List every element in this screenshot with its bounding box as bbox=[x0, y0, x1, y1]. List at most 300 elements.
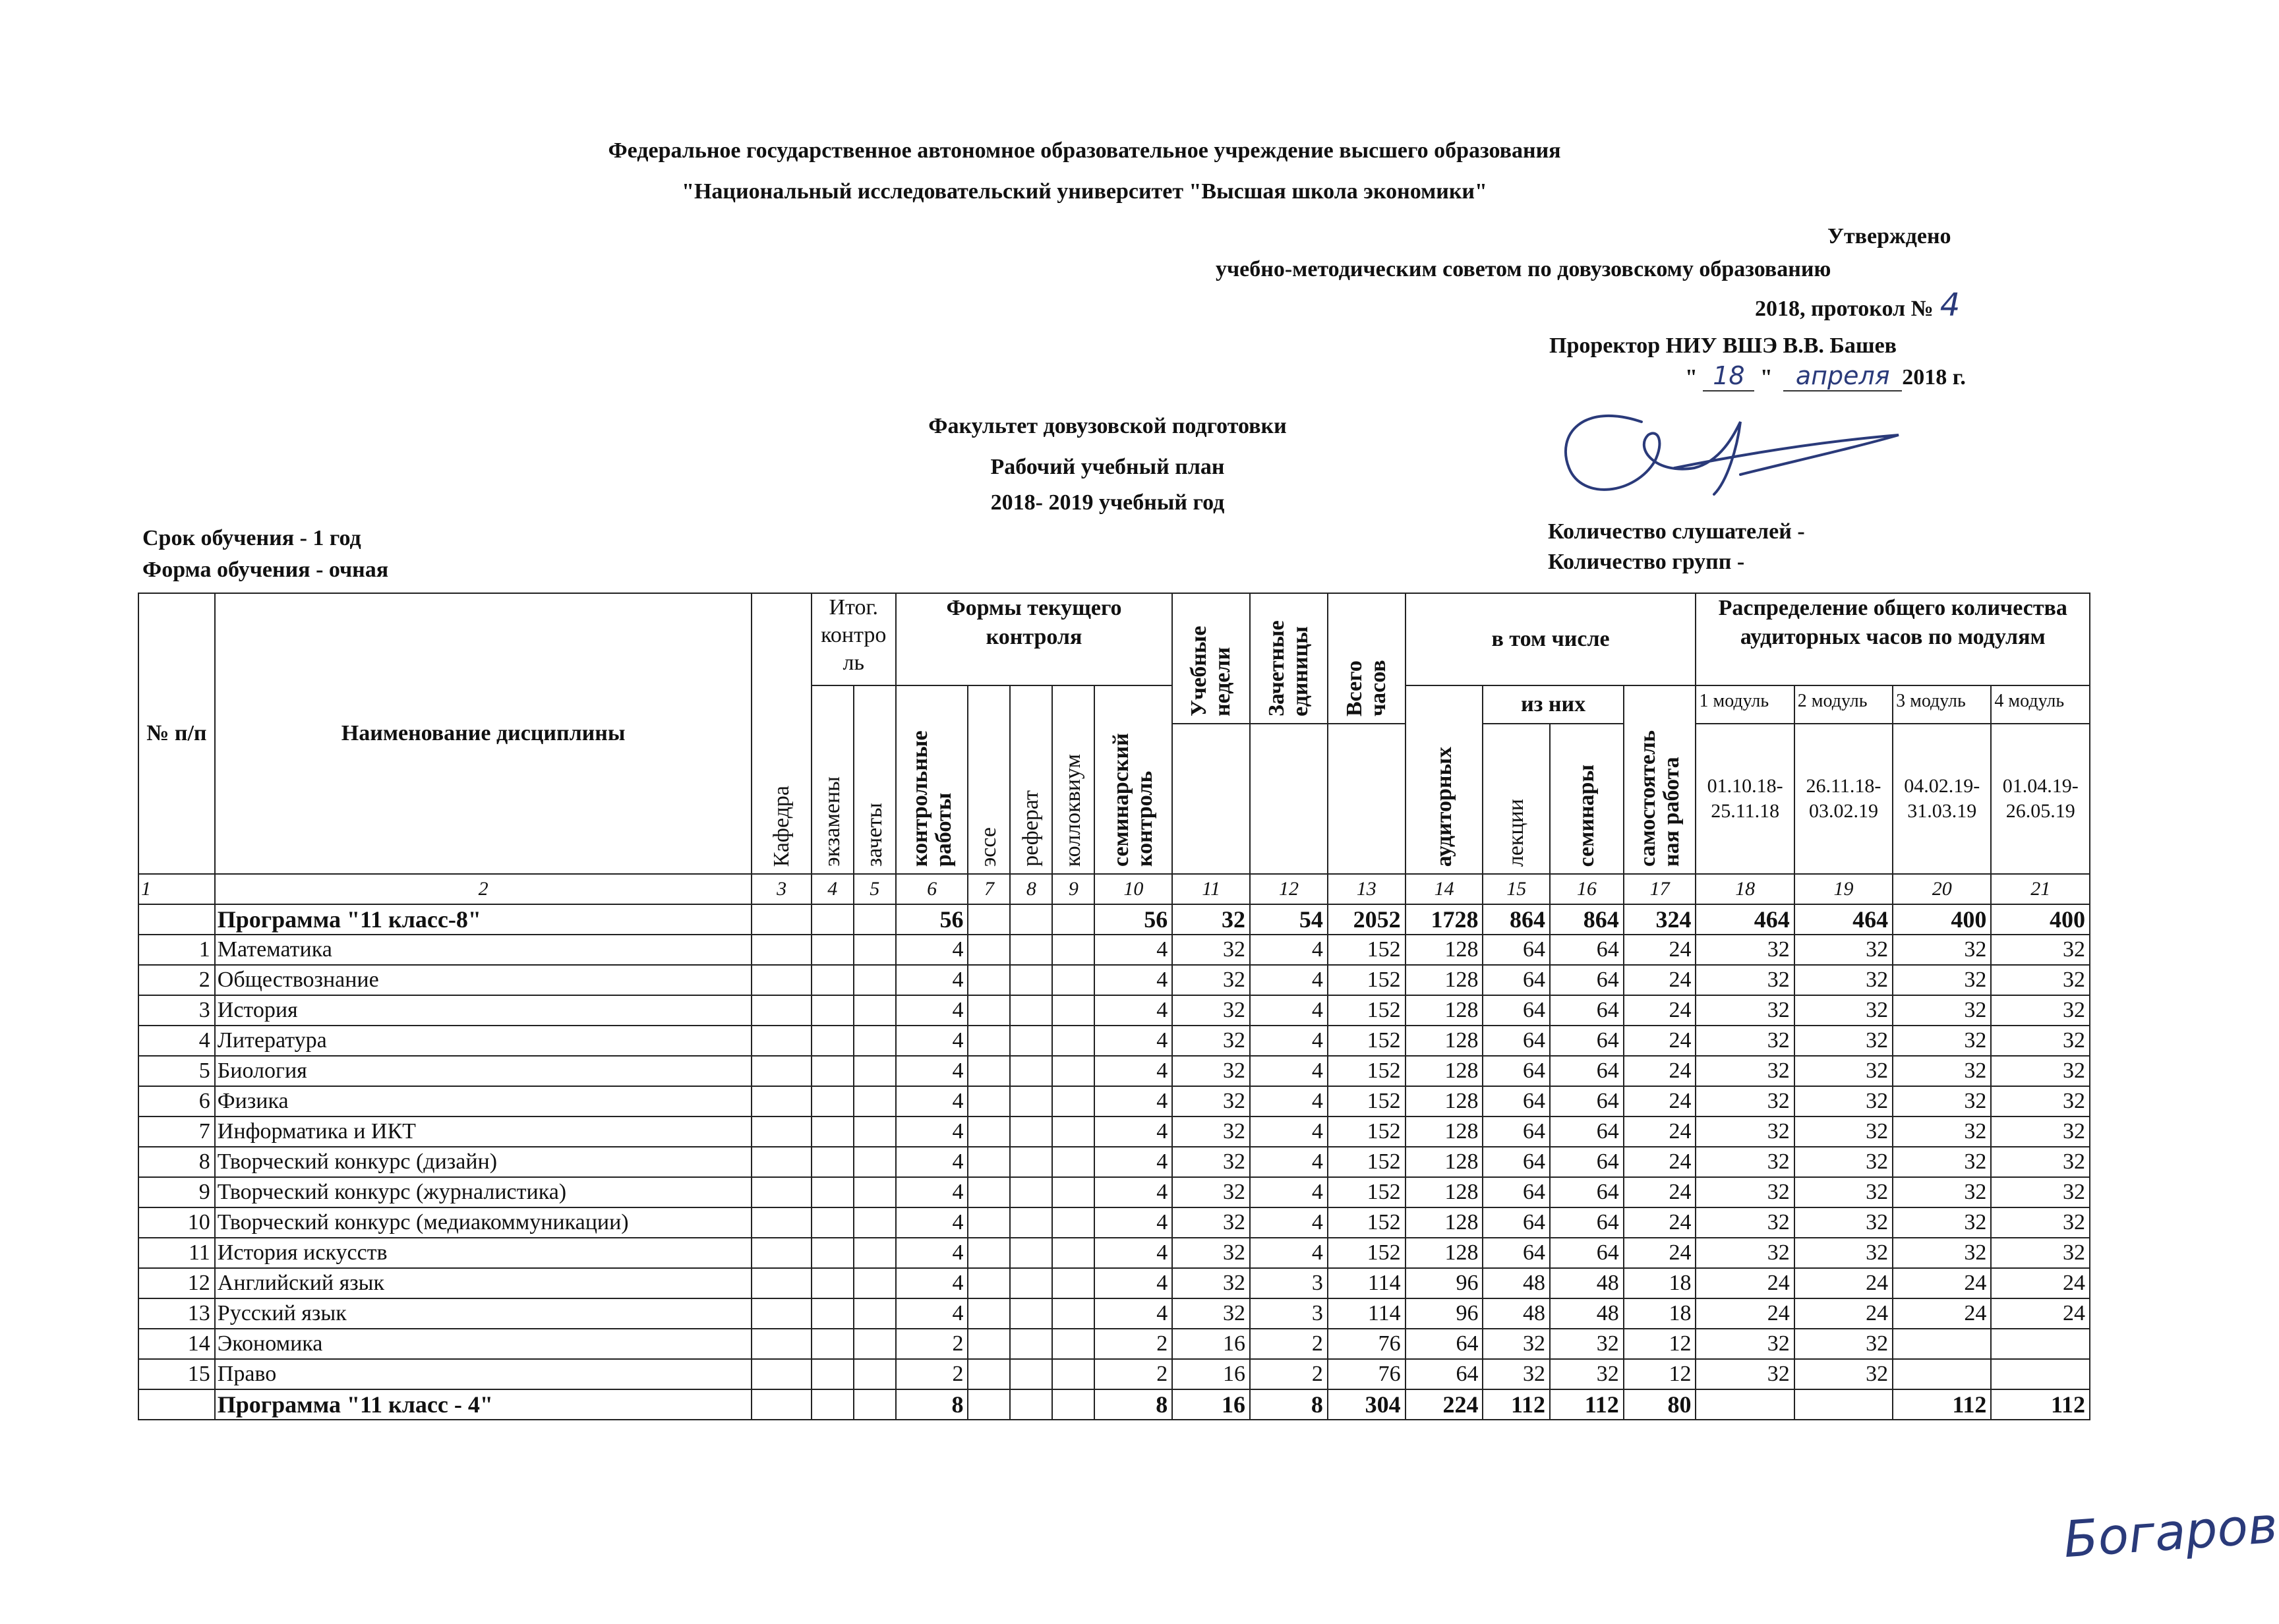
value-cell-c19: 32 bbox=[1794, 1026, 1893, 1056]
tests-cell bbox=[854, 1238, 896, 1268]
department-cell bbox=[752, 935, 811, 965]
prorector-label: Проректор НИУ ВШЭ В.В. Башев bbox=[1549, 334, 1897, 358]
value-cell-c19: 24 bbox=[1794, 1268, 1893, 1298]
value-cell-c19: 24 bbox=[1794, 1298, 1893, 1329]
discipline-name: Право bbox=[215, 1359, 752, 1389]
value-cell-c13: 152 bbox=[1328, 1238, 1406, 1268]
value-cell-c8 bbox=[1010, 995, 1052, 1026]
value-cell-c16: 64 bbox=[1550, 1056, 1624, 1086]
value-cell-c16: 64 bbox=[1550, 1207, 1624, 1238]
column-number: 7 bbox=[968, 874, 1010, 904]
value-cell-c19: 32 bbox=[1794, 1116, 1893, 1147]
column-number: 18 bbox=[1696, 874, 1794, 904]
column-number: 3 bbox=[752, 874, 811, 904]
value-cell-c7 bbox=[968, 1056, 1010, 1086]
value-cell-c18: 32 bbox=[1696, 1207, 1794, 1238]
header-total-spacer bbox=[1328, 724, 1406, 874]
value-cell-c13: 152 bbox=[1328, 1086, 1406, 1116]
value-cell-c19: 32 bbox=[1794, 965, 1893, 995]
value-cell-c6: 4 bbox=[896, 1177, 968, 1207]
exams-cell bbox=[812, 1329, 854, 1359]
value-cell-c16: 32 bbox=[1550, 1329, 1624, 1359]
department-cell bbox=[752, 1359, 811, 1389]
value-cell-c19: 32 bbox=[1794, 1056, 1893, 1086]
department-cell bbox=[752, 1026, 811, 1056]
value-cell-c18: 32 bbox=[1696, 1238, 1794, 1268]
header-exams-text: экзамены bbox=[819, 776, 844, 867]
row-number: 10 bbox=[138, 1207, 215, 1238]
header-colloquium-text: коллоквиум bbox=[1061, 753, 1086, 867]
header-seminar-control-text: семинарский контроль bbox=[1109, 733, 1158, 867]
tests-cell bbox=[854, 1268, 896, 1298]
value-cell-c18: 32 bbox=[1696, 965, 1794, 995]
row-number: 13 bbox=[138, 1298, 215, 1329]
protocol-line bbox=[1755, 287, 1960, 324]
header-credits-spacer bbox=[1250, 724, 1328, 874]
value-cell-c10: 4 bbox=[1094, 1238, 1172, 1268]
tests-cell bbox=[854, 1389, 896, 1420]
program-row bbox=[138, 1389, 2090, 1420]
value-cell-c13: 76 bbox=[1328, 1359, 1406, 1389]
header-control-works-text: контрольные работы bbox=[907, 730, 956, 867]
faculty-title: Факультет довузовской подготовки bbox=[928, 414, 1287, 438]
column-number: 12 bbox=[1250, 874, 1328, 904]
value-cell-c13: 114 bbox=[1328, 1298, 1406, 1329]
value-cell-c8 bbox=[1010, 1359, 1052, 1389]
value-cell-c9 bbox=[1052, 1298, 1094, 1329]
value-cell-c8 bbox=[1010, 1329, 1052, 1359]
value-cell-c9 bbox=[1052, 1329, 1094, 1359]
tests-cell bbox=[854, 1207, 896, 1238]
value-cell-c21: 32 bbox=[1991, 1086, 2090, 1116]
value-cell-c14: 128 bbox=[1406, 1147, 1483, 1177]
value-cell-c16: 64 bbox=[1550, 1086, 1624, 1116]
value-cell-c17: 12 bbox=[1624, 1329, 1696, 1359]
value-cell-c9 bbox=[1052, 995, 1094, 1026]
column-number: 16 bbox=[1550, 874, 1624, 904]
row-number: 5 bbox=[138, 1056, 215, 1086]
program-row bbox=[138, 904, 2090, 935]
department-cell bbox=[752, 1238, 811, 1268]
value-cell-c7 bbox=[968, 1116, 1010, 1147]
header-total-hours-text: Всего часов bbox=[1342, 660, 1390, 716]
table-row bbox=[138, 935, 2090, 965]
value-cell-c13: 152 bbox=[1328, 1116, 1406, 1147]
value-cell-c15: 32 bbox=[1483, 1359, 1550, 1389]
discipline-name: Математика bbox=[215, 935, 752, 965]
module-4-dates: 01.04.19- 26.05.19 bbox=[1991, 724, 2090, 874]
value-cell-c10: 56 bbox=[1094, 904, 1172, 935]
discipline-name: Английский язык bbox=[215, 1268, 752, 1298]
value-cell-c9 bbox=[1052, 1238, 1094, 1268]
value-cell-c14: 128 bbox=[1406, 995, 1483, 1026]
students-count: Количество слушателей - bbox=[1548, 519, 1805, 544]
value-cell-c8 bbox=[1010, 1177, 1052, 1207]
value-cell-c7 bbox=[968, 1147, 1010, 1177]
date-year: 2018 г. bbox=[1902, 365, 1966, 390]
value-cell-c16: 64 bbox=[1550, 935, 1624, 965]
row-number bbox=[138, 1389, 215, 1420]
header-credits-text: Зачетные единицы bbox=[1264, 620, 1313, 716]
value-cell-c18: 32 bbox=[1696, 935, 1794, 965]
header-report-text: реферат bbox=[1019, 790, 1044, 867]
value-cell-c15: 64 bbox=[1483, 965, 1550, 995]
tests-cell bbox=[854, 904, 896, 935]
value-cell-c21: 32 bbox=[1991, 1026, 2090, 1056]
value-cell-c20: 32 bbox=[1893, 1147, 1991, 1177]
value-cell-c14: 224 bbox=[1406, 1389, 1483, 1420]
value-cell-c18: 32 bbox=[1696, 1177, 1794, 1207]
value-cell-c12: 4 bbox=[1250, 965, 1328, 995]
discipline-name: Русский язык bbox=[215, 1298, 752, 1329]
row-number: 1 bbox=[138, 935, 215, 965]
value-cell-c6: 4 bbox=[896, 1238, 968, 1268]
column-number: 8 bbox=[1010, 874, 1052, 904]
value-cell-c14: 128 bbox=[1406, 1116, 1483, 1147]
value-cell-c11: 32 bbox=[1172, 1056, 1250, 1086]
table-row bbox=[138, 1359, 2090, 1389]
row-number: 7 bbox=[138, 1116, 215, 1147]
row-number: 12 bbox=[138, 1268, 215, 1298]
value-cell-c9 bbox=[1052, 1268, 1094, 1298]
value-cell-c7 bbox=[968, 1359, 1010, 1389]
council-label: учебно-методическим советом по довузовскому образованию bbox=[1216, 257, 1831, 281]
tests-cell bbox=[854, 1026, 896, 1056]
tests-cell bbox=[854, 1298, 896, 1329]
value-cell-c14: 128 bbox=[1406, 1238, 1483, 1268]
value-cell-c6: 4 bbox=[896, 1207, 968, 1238]
value-cell-c11: 32 bbox=[1172, 1147, 1250, 1177]
value-cell-c10: 4 bbox=[1094, 1268, 1172, 1298]
value-cell-c10: 4 bbox=[1094, 1056, 1172, 1086]
value-cell-c21: 400 bbox=[1991, 904, 2090, 935]
value-cell-c21: 32 bbox=[1991, 1177, 2090, 1207]
value-cell-c17: 24 bbox=[1624, 1207, 1696, 1238]
value-cell-c17: 24 bbox=[1624, 935, 1696, 965]
value-cell-c17: 24 bbox=[1624, 1147, 1696, 1177]
exams-cell bbox=[812, 935, 854, 965]
header-lectures-text: лекции bbox=[1504, 798, 1529, 867]
department-cell bbox=[752, 1056, 811, 1086]
value-cell-c11: 32 bbox=[1172, 1116, 1250, 1147]
row-number: 9 bbox=[138, 1177, 215, 1207]
value-cell-c17: 24 bbox=[1624, 1238, 1696, 1268]
column-number: 9 bbox=[1052, 874, 1094, 904]
table-row bbox=[138, 1056, 2090, 1086]
module-3-dates: 04.02.19- 31.03.19 bbox=[1893, 724, 1991, 874]
department-cell bbox=[752, 1147, 811, 1177]
value-cell-c13: 152 bbox=[1328, 1207, 1406, 1238]
value-cell-c20: 32 bbox=[1893, 1207, 1991, 1238]
value-cell-c11: 32 bbox=[1172, 1177, 1250, 1207]
value-cell-c6: 4 bbox=[896, 1268, 968, 1298]
value-cell-c6: 4 bbox=[896, 995, 968, 1026]
value-cell-c7 bbox=[968, 1268, 1010, 1298]
value-cell-c9 bbox=[1052, 1207, 1094, 1238]
value-cell-c12: 4 bbox=[1250, 1086, 1328, 1116]
approved-label: Утверждено bbox=[1827, 224, 1951, 248]
value-cell-c14: 96 bbox=[1406, 1298, 1483, 1329]
institution-line-1: Федеральное государственное автономное образовательное учреждение высшего образования bbox=[608, 138, 1561, 163]
value-cell-c16: 64 bbox=[1550, 1116, 1624, 1147]
table-row bbox=[138, 1329, 2090, 1359]
value-cell-c14: 128 bbox=[1406, 935, 1483, 965]
value-cell-c6: 8 bbox=[896, 1389, 968, 1420]
value-cell-c16: 48 bbox=[1550, 1298, 1624, 1329]
value-cell-c20: 24 bbox=[1893, 1268, 1991, 1298]
value-cell-c20: 400 bbox=[1893, 904, 1991, 935]
value-cell-c11: 16 bbox=[1172, 1389, 1250, 1420]
value-cell-c12: 4 bbox=[1250, 1147, 1328, 1177]
value-cell-c16: 64 bbox=[1550, 1147, 1624, 1177]
value-cell-c19: 32 bbox=[1794, 1086, 1893, 1116]
value-cell-c10: 4 bbox=[1094, 1207, 1172, 1238]
tests-cell bbox=[854, 1116, 896, 1147]
value-cell-c15: 64 bbox=[1483, 1177, 1550, 1207]
value-cell-c17: 24 bbox=[1624, 1177, 1696, 1207]
value-cell-c14: 64 bbox=[1406, 1359, 1483, 1389]
value-cell-c9 bbox=[1052, 1026, 1094, 1056]
value-cell-c11: 32 bbox=[1172, 904, 1250, 935]
value-cell-c7 bbox=[968, 965, 1010, 995]
table-row bbox=[138, 995, 2090, 1026]
value-cell-c13: 152 bbox=[1328, 965, 1406, 995]
value-cell-c17: 12 bbox=[1624, 1359, 1696, 1389]
department-cell bbox=[752, 1329, 811, 1359]
value-cell-c10: 4 bbox=[1094, 1147, 1172, 1177]
value-cell-c21: 32 bbox=[1991, 1116, 2090, 1147]
curriculum-table bbox=[138, 593, 2090, 1420]
header-report bbox=[1010, 685, 1052, 874]
value-cell-c7 bbox=[968, 1026, 1010, 1056]
value-cell-c21: 32 bbox=[1991, 995, 2090, 1026]
module-2-dates: 26.11.18- 03.02.19 bbox=[1794, 724, 1893, 874]
value-cell-c11: 32 bbox=[1172, 1026, 1250, 1056]
value-cell-c17: 80 bbox=[1624, 1389, 1696, 1420]
tests-cell bbox=[854, 1056, 896, 1086]
value-cell-c18: 24 bbox=[1696, 1298, 1794, 1329]
institution-line-2: "Национальный исследовательский университет "Высшая школа экономики" bbox=[682, 179, 1487, 204]
value-cell-c19 bbox=[1794, 1389, 1893, 1420]
value-cell-c11: 32 bbox=[1172, 935, 1250, 965]
value-cell-c14: 96 bbox=[1406, 1268, 1483, 1298]
value-cell-c15: 64 bbox=[1483, 1086, 1550, 1116]
table-row bbox=[138, 965, 2090, 995]
column-number: 11 bbox=[1172, 874, 1250, 904]
value-cell-c15: 64 bbox=[1483, 1207, 1550, 1238]
value-cell-c9 bbox=[1052, 1389, 1094, 1420]
value-cell-c9 bbox=[1052, 1116, 1094, 1147]
value-cell-c10: 4 bbox=[1094, 1086, 1172, 1116]
value-cell-c10: 4 bbox=[1094, 1298, 1172, 1329]
value-cell-c13: 114 bbox=[1328, 1268, 1406, 1298]
header-module-3: 3 модуль bbox=[1893, 685, 1991, 724]
value-cell-c15: 32 bbox=[1483, 1329, 1550, 1359]
value-cell-c11: 32 bbox=[1172, 1207, 1250, 1238]
table-row bbox=[138, 1298, 2090, 1329]
value-cell-c19: 32 bbox=[1794, 1177, 1893, 1207]
value-cell-c16: 64 bbox=[1550, 1238, 1624, 1268]
value-cell-c21: 32 bbox=[1991, 1207, 2090, 1238]
value-cell-c11: 32 bbox=[1172, 1238, 1250, 1268]
header-discipline: Наименование дисциплины bbox=[215, 593, 752, 874]
discipline-name: Творческий конкурс (журналистика) bbox=[215, 1177, 752, 1207]
value-cell-c8 bbox=[1010, 1389, 1052, 1420]
value-cell-c16: 32 bbox=[1550, 1359, 1624, 1389]
value-cell-c9 bbox=[1052, 1177, 1094, 1207]
header-total-hours bbox=[1328, 593, 1406, 724]
header-self-study-text: самостоятель ная работа bbox=[1635, 730, 1684, 867]
value-cell-c21: 112 bbox=[1991, 1389, 2090, 1420]
header-control-works bbox=[896, 685, 968, 874]
column-number: 5 bbox=[854, 874, 896, 904]
approval-date bbox=[1685, 361, 1966, 392]
row-number: 3 bbox=[138, 995, 215, 1026]
header-seminars-text: семинары bbox=[1574, 764, 1599, 867]
value-cell-c6: 4 bbox=[896, 1147, 968, 1177]
value-cell-c19: 32 bbox=[1794, 1329, 1893, 1359]
value-cell-c17: 24 bbox=[1624, 1116, 1696, 1147]
header-tests bbox=[854, 685, 896, 874]
column-number: 15 bbox=[1483, 874, 1550, 904]
department-cell bbox=[752, 1177, 811, 1207]
value-cell-c9 bbox=[1052, 1086, 1094, 1116]
value-cell-c14: 128 bbox=[1406, 1086, 1483, 1116]
header-module-1: 1 модуль bbox=[1696, 685, 1794, 724]
column-number: 19 bbox=[1794, 874, 1893, 904]
value-cell-c17: 24 bbox=[1624, 1026, 1696, 1056]
column-number: 2 bbox=[215, 874, 752, 904]
value-cell-c8 bbox=[1010, 1026, 1052, 1056]
value-cell-c20: 24 bbox=[1893, 1298, 1991, 1329]
value-cell-c12: 4 bbox=[1250, 1056, 1328, 1086]
value-cell-c12: 4 bbox=[1250, 1177, 1328, 1207]
value-cell-c11: 16 bbox=[1172, 1359, 1250, 1389]
table-row bbox=[138, 1116, 2090, 1147]
row-number bbox=[138, 904, 215, 935]
discipline-name: Творческий конкурс (медиакоммуникации) bbox=[215, 1207, 752, 1238]
value-cell-c21 bbox=[1991, 1359, 2090, 1389]
value-cell-c15: 64 bbox=[1483, 1238, 1550, 1268]
header-essay bbox=[968, 685, 1010, 874]
value-cell-c13: 304 bbox=[1328, 1389, 1406, 1420]
header-weeks-spacer bbox=[1172, 724, 1250, 874]
value-cell-c12: 4 bbox=[1250, 1207, 1328, 1238]
value-cell-c6: 4 bbox=[896, 1086, 968, 1116]
table-row bbox=[138, 1026, 2090, 1056]
study-term: Срок обучения - 1 год bbox=[142, 526, 361, 550]
value-cell-c16: 48 bbox=[1550, 1268, 1624, 1298]
row-number: 4 bbox=[138, 1026, 215, 1056]
value-cell-c15: 64 bbox=[1483, 1056, 1550, 1086]
discipline-name: История искусств bbox=[215, 1238, 752, 1268]
value-cell-c6: 4 bbox=[896, 1026, 968, 1056]
value-cell-c7 bbox=[968, 1177, 1010, 1207]
row-number: 14 bbox=[138, 1329, 215, 1359]
exams-cell bbox=[812, 1268, 854, 1298]
value-cell-c17: 18 bbox=[1624, 1268, 1696, 1298]
value-cell-c15: 48 bbox=[1483, 1298, 1550, 1329]
header-department bbox=[752, 593, 811, 874]
value-cell-c17: 18 bbox=[1624, 1298, 1696, 1329]
column-number: 21 bbox=[1991, 874, 2090, 904]
exams-cell bbox=[812, 1116, 854, 1147]
value-cell-c10: 4 bbox=[1094, 995, 1172, 1026]
tests-cell bbox=[854, 1359, 896, 1389]
exams-cell bbox=[812, 1086, 854, 1116]
value-cell-c6: 2 bbox=[896, 1329, 968, 1359]
value-cell-c18: 32 bbox=[1696, 1329, 1794, 1359]
value-cell-c15: 64 bbox=[1483, 995, 1550, 1026]
header-seminars bbox=[1550, 724, 1624, 874]
value-cell-c15: 64 bbox=[1483, 935, 1550, 965]
department-cell bbox=[752, 1389, 811, 1420]
row-number: 15 bbox=[138, 1359, 215, 1389]
value-cell-c15: 64 bbox=[1483, 1147, 1550, 1177]
handwritten-note: Богаров bbox=[2061, 1495, 2279, 1569]
groups-count: Количество групп - bbox=[1548, 550, 1745, 574]
header-current-control: Формы текущего контроля bbox=[896, 593, 1172, 685]
value-cell-c20: 32 bbox=[1893, 1026, 1991, 1056]
header-final-control: Итог. контро ль bbox=[812, 593, 896, 685]
exams-cell bbox=[812, 1026, 854, 1056]
value-cell-c18: 24 bbox=[1696, 1268, 1794, 1298]
value-cell-c10: 4 bbox=[1094, 965, 1172, 995]
value-cell-c20 bbox=[1893, 1329, 1991, 1359]
value-cell-c8 bbox=[1010, 1086, 1052, 1116]
value-cell-c9 bbox=[1052, 904, 1094, 935]
discipline-name: Программа "11 класс-8" bbox=[215, 904, 752, 935]
exams-cell bbox=[812, 1056, 854, 1086]
column-number: 14 bbox=[1406, 874, 1483, 904]
value-cell-c17: 24 bbox=[1624, 965, 1696, 995]
value-cell-c8 bbox=[1010, 904, 1052, 935]
table-row bbox=[138, 1268, 2090, 1298]
exams-cell bbox=[812, 1359, 854, 1389]
value-cell-c11: 32 bbox=[1172, 1086, 1250, 1116]
header-lectures bbox=[1483, 724, 1550, 874]
value-cell-c10: 4 bbox=[1094, 935, 1172, 965]
value-cell-c6: 56 bbox=[896, 904, 968, 935]
tests-cell bbox=[854, 1086, 896, 1116]
value-cell-c9 bbox=[1052, 965, 1094, 995]
header-including: в том числе bbox=[1406, 593, 1696, 685]
value-cell-c19: 32 bbox=[1794, 1147, 1893, 1177]
value-cell-c7 bbox=[968, 1238, 1010, 1268]
column-number: 4 bbox=[812, 874, 854, 904]
module-1-dates: 01.10.18- 25.11.18 bbox=[1696, 724, 1794, 874]
discipline-name: Информатика и ИКТ bbox=[215, 1116, 752, 1147]
value-cell-c20: 32 bbox=[1893, 1116, 1991, 1147]
value-cell-c10: 2 bbox=[1094, 1359, 1172, 1389]
value-cell-c21: 32 bbox=[1991, 1147, 2090, 1177]
value-cell-c8 bbox=[1010, 1116, 1052, 1147]
tests-cell bbox=[854, 1177, 896, 1207]
value-cell-c10: 4 bbox=[1094, 1177, 1172, 1207]
value-cell-c12: 2 bbox=[1250, 1329, 1328, 1359]
value-cell-c8 bbox=[1010, 1238, 1052, 1268]
value-cell-c14: 64 bbox=[1406, 1329, 1483, 1359]
value-cell-c18: 464 bbox=[1696, 904, 1794, 935]
header-of-them: из них bbox=[1483, 685, 1623, 724]
year-title: 2018- 2019 учебный год bbox=[990, 490, 1225, 515]
value-cell-c7 bbox=[968, 1298, 1010, 1329]
value-cell-c7 bbox=[968, 1207, 1010, 1238]
value-cell-c18: 32 bbox=[1696, 995, 1794, 1026]
header-essay-text: эссе bbox=[976, 826, 1001, 867]
row-number: 8 bbox=[138, 1147, 215, 1177]
column-numbers-row bbox=[138, 874, 2090, 904]
